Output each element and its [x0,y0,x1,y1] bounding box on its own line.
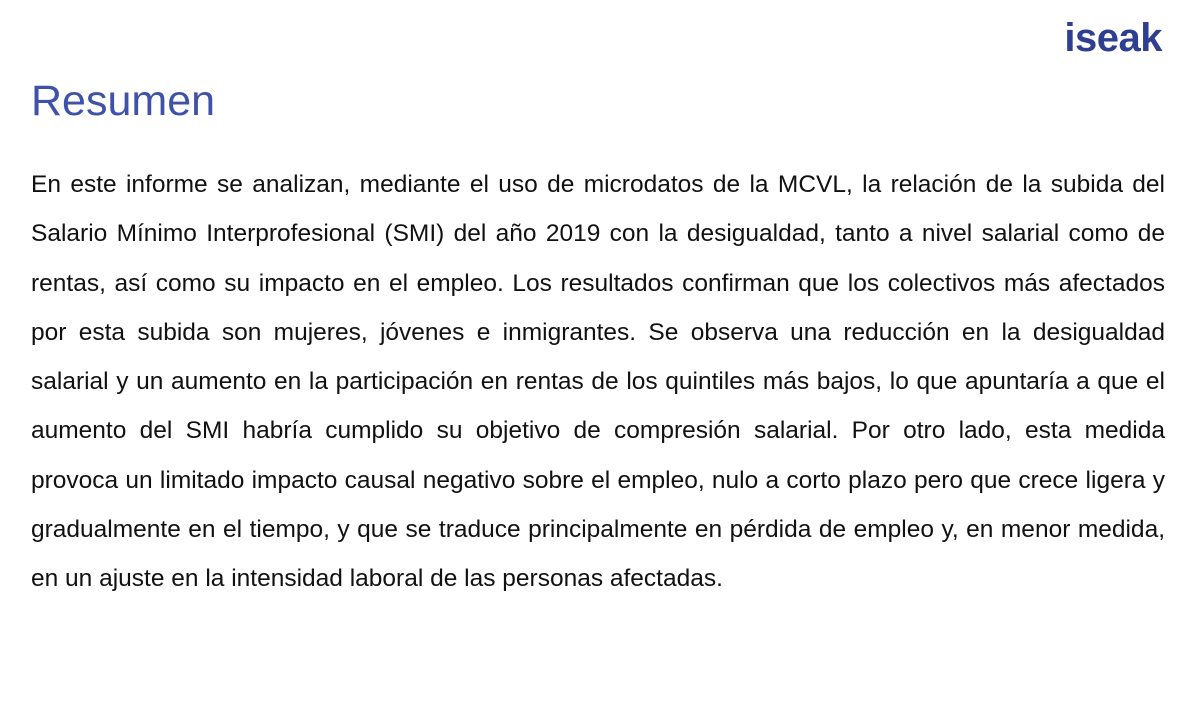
summary-paragraph: En este informe se analizan, mediante el uso de microdatos de la MCVL, la relación de la subida del Salario Mínimo Interprofesional (SMI) del año 2019 con la desigualdad, tanto a nivel salarial como de rentas, así como su impacto en el empleo. Los resultados confirman que los colectivos más afectados por esta subida son mujeres, jóvenes e inmigrantes. Se observa una reducción en la desigualdad salarial y un aumento en la participación en rentas de los quintiles más bajos, lo que apuntaría a que el aumento del SMI habría cumplido su objetivo de compresión salarial. Por otro lado, esta medida provoca un limitado impacto causal negativo sobre el empleo, nulo a corto plazo pero que crece ligera y gradualmente en el tiempo, y que se traduce principalmente en pérdida de empleo y, en menor medida, en un ajuste en la intensidad laboral de las personas afectadas. [31,171,1165,593]
page-title: Resumen [31,77,216,125]
iseak-logo: iseak [1064,16,1162,60]
